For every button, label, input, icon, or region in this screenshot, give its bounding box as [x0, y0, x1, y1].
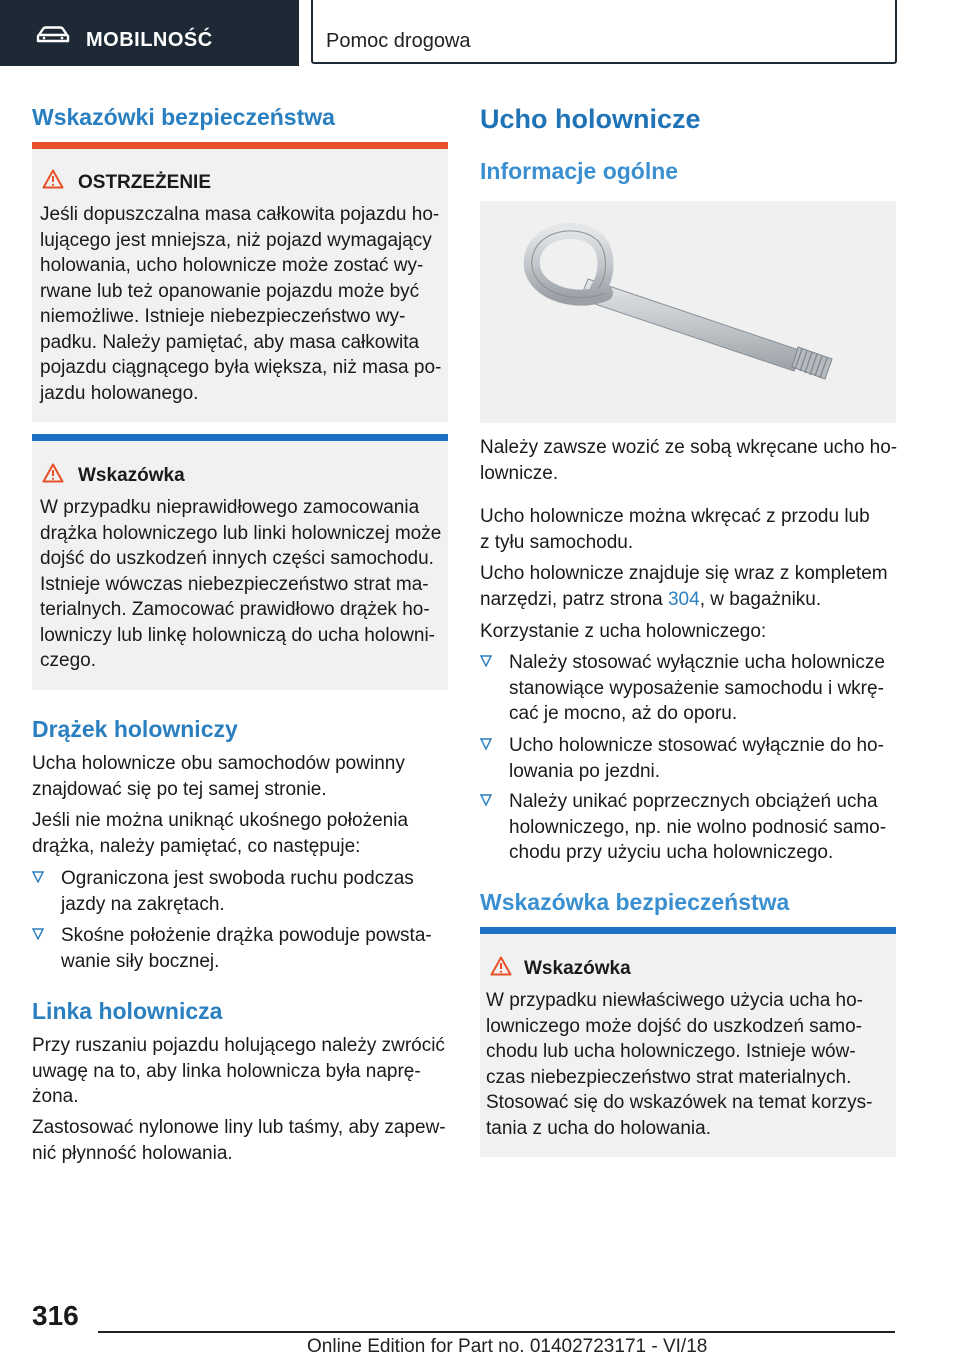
tow-hook-image [480, 201, 896, 423]
list-item-text: Należy unikać poprzecznych obciążeń ucha holowniczego, np. nie wolno podnosić samo- chodu przy użyciu ucha holowniczego. [509, 791, 887, 863]
info-paragraph-3-tail: , w bagażniku. [699, 588, 822, 610]
note-box [480, 927, 896, 1157]
main-heading: Ucho holownicze [480, 104, 701, 134]
note-text: W przypadku niewłaściwego użycia ucha ho- lowniczego może dojść do uszkodzeń samo- chodu lub ucha holowniczego. Istnieje wów- czas niebezpieczeństwo strat materialnych. Stosować się do wskazówek na temat korzys- tania z ucha do holowania. [486, 990, 873, 1139]
sub-heading: Informacje ogólne [480, 158, 679, 184]
bullet-triangle-icon [480, 738, 492, 750]
warning-text: Jeśli dopuszczalna masa całkowita pojazdu ho- lującego jest mniejsza, niż pojazd wymagający holowania, ucho holownicze może zostać wy- rwane lub też opanowanie pojazdu może być niemożliwe. Istnieje niebezpieczeństwo wy- padku. Należy pamiętać, aby masa całkowita pojazdu ciągnącego była większa, niż masa po- jazdu holowanego. [40, 204, 442, 404]
warning-triangle-icon [42, 169, 64, 189]
info-paragraph-3-text: Ucho holownicze znajduje się wraz z kompletem narzędzi, patrz strona [480, 563, 888, 610]
section-title: MOBILNOŚĆ [86, 29, 213, 51]
note-bar [480, 927, 896, 934]
warning-bar [32, 142, 448, 149]
tow-rope-heading: Linka holownicza [32, 998, 223, 1024]
note-box [32, 434, 448, 690]
info-paragraph-4: Korzystanie z ucha holowniczego: [480, 621, 767, 642]
tow-bar-paragraph-2: Jeśli nie można uniknąć ukośnego położenia drążka, należy pamiętać, co następuje: [32, 810, 409, 857]
bullet-triangle-icon [480, 655, 492, 667]
footer-divider [98, 1331, 895, 1333]
page-link[interactable]: 304 [667, 588, 700, 610]
bullet-triangle-icon [480, 794, 492, 806]
list-item-text: Skośne położenie drążka powoduje powsta- wanie siły bocznej. [61, 925, 432, 972]
chapter-title: Pomoc drogowa [326, 30, 471, 52]
list-item-text: Ograniczona jest swoboda ruchu podczas jazdy na zakrętach. [61, 868, 414, 915]
edition-text: Online Edition for Part no. 01402723171 - VI/18 [307, 1336, 708, 1357]
warning-title: OSTRZEŻENIE [78, 172, 212, 193]
note-title: Wskazówka [524, 958, 631, 979]
header-chapter-tab [311, 0, 897, 64]
note-text: W przypadku nieprawidłowego zamocowania drążka holowniczego lub linki holowniczej może dojść do uszkodzeń innych części samochodu. Istnieje wówczas niebezpieczeństwo strat ma- terialnych. Zamocować prawidłowo drążek ho- lowniczy lub linkę holowniczą do ucha holowni- czego. [40, 497, 442, 671]
note-bar [32, 434, 448, 441]
note-title: Wskazówka [78, 465, 185, 486]
header-section-tab [0, 0, 299, 66]
list-item-text: Należy stosować wyłącznie ucha holownicze stanowiące wyposażenie samochodu i wkrę- cać je mocno, aż do oporu. [509, 652, 885, 724]
tow-rope-paragraph-2: Zastosować nylonowe liny lub taśmy, aby zapew- nić płynność holowania. [32, 1117, 446, 1164]
tow-rope-paragraph-1: Przy ruszaniu pojazdu holującego należy zwrócić uwagę na to, aby linka holownicza była naprę- żona. [32, 1035, 445, 1107]
tow-bar-paragraph-1: Ucha holownicze obu samochodów powinny znajdować się po tej samej stronie. [32, 753, 405, 800]
list-item-text: Ucho holownicze stosować wyłącznie do ho- lowania po jezdni. [509, 735, 884, 782]
safety-note-heading: Wskazówka bezpieczeństwa [480, 889, 790, 915]
info-paragraph-3 [480, 561, 888, 612]
info-paragraph-2: Ucho holownicze można wkręcać z przodu lub z tyłu samochodu. [480, 506, 870, 553]
page-number: 316 [32, 1300, 79, 1331]
info-paragraph-1: Należy zawsze wozić ze sobą wkręcane ucho ho- lownicze. [480, 437, 898, 484]
warning-triangle-icon [42, 463, 64, 483]
bullet-triangle-icon [32, 871, 44, 883]
tow-bar-heading: Drążek holowniczy [32, 716, 238, 742]
car-icon [36, 26, 70, 44]
safety-heading: Wskazówki bezpieczeństwa [32, 104, 335, 130]
tow-hook-illustration [480, 201, 896, 423]
warning-box [32, 142, 448, 422]
warning-triangle-icon [490, 956, 512, 976]
bullet-triangle-icon [32, 928, 44, 940]
